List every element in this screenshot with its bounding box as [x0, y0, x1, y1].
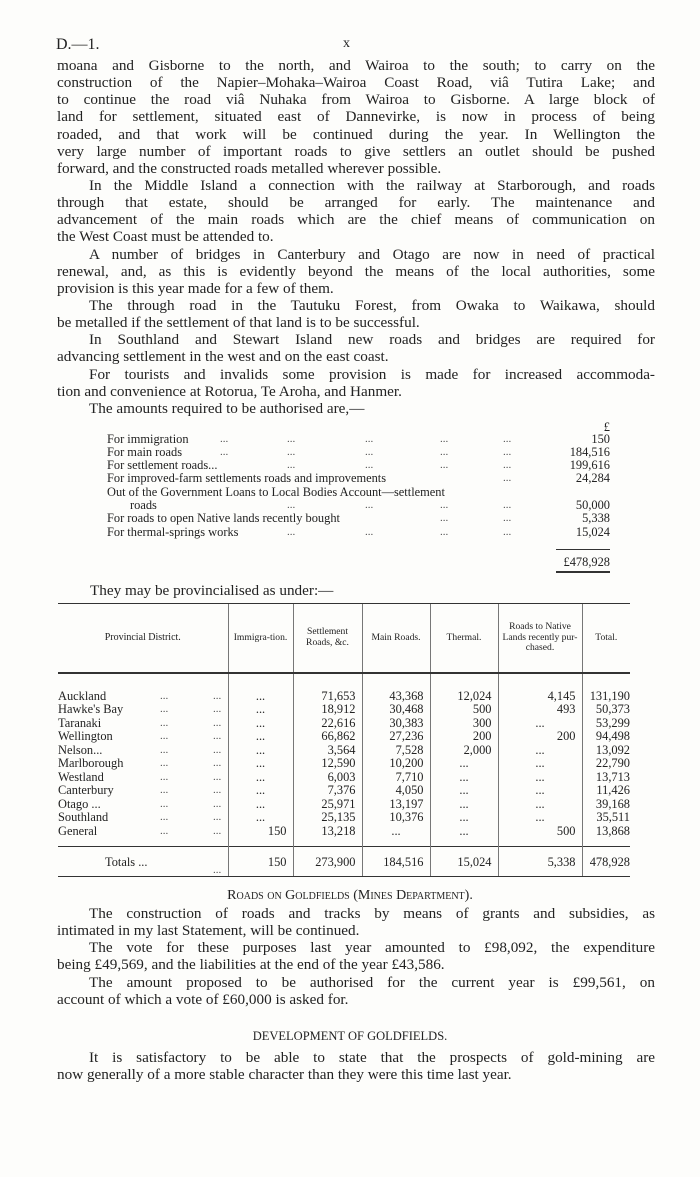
amount-item [107, 433, 610, 446]
settlement-cell: 7,376 [293, 784, 362, 797]
total-cell: 50,373 [582, 703, 630, 716]
settlement-cell: 3,564 [293, 744, 362, 757]
dot-leader: ... [160, 730, 169, 743]
goldfields-roads-text [57, 905, 655, 1008]
development-text [57, 1049, 655, 1083]
amount-label: For thermal-springs works [107, 525, 239, 539]
main-cell: 7,710 [362, 771, 430, 784]
dot-leader: ... [220, 446, 229, 458]
district-cell [58, 673, 228, 703]
dot-leader: ... [365, 446, 374, 458]
thermal-cell: ... [430, 825, 498, 847]
table-row [58, 717, 630, 730]
thermal-cell: 2,000 [430, 744, 498, 757]
page-reference: D.—1. [56, 36, 100, 53]
text-line: account of which a vote of £60,000 is asked for. [57, 990, 349, 1008]
amount-item [107, 486, 610, 499]
total-cell: 131,190 [582, 673, 630, 703]
text-line: The construction of roads and tracks by means of grants and subsidies, as [89, 905, 655, 922]
immigration-cell: ... [228, 784, 293, 797]
dot-leader: ... [503, 446, 512, 458]
native-cell: ... [498, 798, 582, 811]
total-cell: 35,511 [582, 811, 630, 824]
settlement-cell: 6,003 [293, 771, 362, 784]
table-bottom-rule [58, 876, 630, 877]
native-cell: ... [498, 811, 582, 824]
total-cell: 94,498 [582, 730, 630, 743]
district-name: Wellington [58, 729, 113, 744]
district-cell [58, 703, 228, 716]
dot-leader: ... [213, 797, 222, 810]
thermal-cell: ... [430, 798, 498, 811]
amount-item [107, 472, 610, 485]
thermal-cell: 15,024 [430, 846, 498, 877]
total-cell: 22,790 [582, 757, 630, 770]
text-line: through that estate, should be arranged for early. The maintenance and [57, 194, 655, 212]
dot-leader: ... [160, 784, 169, 797]
dot-leader: ... [213, 690, 222, 702]
district-cell [58, 757, 228, 770]
text-line: very large number of important roads to give settlers an outlet should be pushed [57, 142, 655, 160]
dot-leader: ... [287, 526, 296, 538]
native-cell: ... [498, 784, 582, 797]
dot-leader: ... [213, 824, 222, 837]
total-cell: 53,299 [582, 717, 630, 730]
text-line: advancing settlement in the west and on the east coast. [57, 348, 389, 366]
district-cell [58, 730, 228, 743]
total-cell: 478,928 [582, 846, 630, 877]
amount-value: 184,516 [569, 445, 610, 459]
district-cell [58, 784, 228, 797]
text-line: now generally of a more stable character than they were this time last year. [57, 1066, 512, 1084]
column-header: Thermal. [430, 604, 498, 673]
table-row [58, 771, 630, 784]
immigration-cell: ... [228, 744, 293, 757]
immigration-cell: ... [228, 771, 293, 784]
settlement-cell: 18,912 [293, 703, 362, 716]
district-name: Auckland [58, 689, 107, 703]
amount-value: 199,616 [569, 458, 610, 472]
main-cell: 30,383 [362, 717, 430, 730]
text-line: forward, and the constructed roads metalled wherever possible. [57, 159, 442, 177]
immigration-cell: ... [228, 798, 293, 811]
totals-label [58, 846, 228, 877]
amount-item [107, 526, 610, 539]
thermal-cell: 200 [430, 730, 498, 743]
column-header: Immigra-tion. [228, 604, 293, 673]
dot-leader: ... [287, 446, 296, 458]
amount-label: For roads to open Native lands recently bought [107, 511, 340, 525]
table-row [58, 703, 630, 716]
column-header: Total. [582, 604, 630, 673]
column-header: Settlement Roads, &c. [293, 604, 362, 673]
main-cell: 10,200 [362, 757, 430, 770]
dot-leader: ... [160, 757, 169, 770]
amount-total: £478,928 [563, 555, 610, 569]
table-row [58, 744, 630, 757]
district-name: Otago ... [58, 796, 101, 811]
dot-leader: ... [440, 512, 449, 524]
dot-leader: ... [503, 526, 512, 538]
dot-leader: ... [365, 499, 374, 511]
amount-label: For main roads [107, 445, 183, 459]
thermal-cell: ... [430, 811, 498, 824]
district-cell [58, 717, 228, 730]
main-cell: 27,236 [362, 730, 430, 743]
dot-leader: ... [503, 459, 512, 471]
dot-leader: ... [213, 757, 222, 770]
main-cell: ... [362, 825, 430, 847]
amount-value: 24,284 [575, 471, 610, 485]
totals-row [58, 846, 630, 877]
text-line: to continue the road viâ Nuhaka from Wairoa to Gisborne. A large block of [57, 91, 655, 109]
provincialised-intro: They may be provincialised as under:— [90, 582, 334, 599]
dot-leader: ... [287, 459, 296, 471]
district-name: Nelson... [58, 742, 103, 757]
amount-rule [556, 549, 610, 550]
district-name: Westland [58, 769, 104, 784]
text-line: The through road in the Tautuku Forest, from Owaka to Waikawa, should [89, 296, 655, 314]
dot-leader: ... [160, 690, 169, 702]
text-line: renewal, and, as this is evidently beyond the means of the local authorities, some [57, 262, 655, 280]
native-cell: 493 [498, 703, 582, 716]
main-cell: 7,528 [362, 744, 430, 757]
text-line: tion and convenience at Rotorua, Te Aroha, and Hanmer. [57, 382, 402, 400]
text-line: be metalled if the settlement of that land is to be successful. [57, 314, 420, 332]
dot-leader: ... [503, 499, 512, 511]
dot-leader: ... [287, 499, 296, 511]
thermal-cell: 500 [430, 703, 498, 716]
text-line: moana and Gisborne to the north, and Wairoa to the south; to carry on the [57, 57, 655, 74]
dot-leader: ... [160, 770, 169, 783]
goldfields-roads-heading: Roads on Goldfields (Mines Department). [227, 888, 473, 903]
dot-leader: ... [213, 743, 222, 756]
district-cell [58, 771, 228, 784]
table-row [58, 811, 630, 824]
native-cell: 200 [498, 730, 582, 743]
text-line: A number of bridges in Canterbury and Otago are now in need of practical [89, 245, 655, 263]
amount-value: 15,024 [575, 525, 610, 539]
amount-double-rule [556, 571, 610, 573]
text-line: roaded, and that work will be continued during the year. In Wellington the [57, 125, 655, 143]
native-cell: 5,338 [498, 846, 582, 877]
district-name: Taranaki [58, 715, 102, 730]
district-name: Hawke's Bay [58, 702, 124, 717]
text-line: For tourists and invalids some provision is made for increased accommoda- [89, 365, 655, 383]
native-cell: 500 [498, 825, 582, 847]
dot-leader: ... [503, 512, 512, 524]
development-heading: DEVELOPMENT OF GOLDFIELDS. [252, 1029, 448, 1043]
text-line: being £49,569, and the liabilities at the end of the year £43,586. [57, 956, 445, 974]
total-cell: 13,713 [582, 771, 630, 784]
dot-leader: ... [440, 446, 449, 458]
dot-leader: ... [213, 770, 222, 783]
immigration-cell: ... [228, 703, 293, 716]
dot-leader: ... [365, 459, 374, 471]
dot-leader: ... [213, 730, 222, 743]
text-line: In the Middle Island a connection with the railway at Starborough, and roads [89, 176, 655, 194]
text-line: The amount proposed to be authorised for the current year is £99,561, on [89, 973, 655, 991]
dot-leader: ... [220, 433, 229, 445]
native-cell: ... [498, 717, 582, 730]
thermal-cell: ... [430, 784, 498, 797]
native-cell: ... [498, 744, 582, 757]
column-header: Provincial District. [104, 631, 181, 643]
main-cell: 13,197 [362, 798, 430, 811]
total-cell: 39,168 [582, 798, 630, 811]
amount-label: For settlement roads... [107, 458, 218, 472]
immigration-cell: ... [228, 730, 293, 743]
total-cell: 13,092 [582, 744, 630, 757]
table-row [58, 730, 630, 743]
column-header: Main Roads. [362, 604, 430, 673]
amount-label: Out of the Government Loans to Local Bodies Account—settlement [107, 485, 445, 499]
text-line: the West Coast must be attended to. [57, 228, 274, 246]
dot-leader: ... [213, 703, 222, 716]
immigration-cell: 150 [228, 825, 293, 847]
amount-label: roads [130, 498, 157, 512]
text-line: In Southland and Stewart Island new roads and bridges are required for [89, 331, 655, 349]
amount-value: 150 [591, 432, 610, 446]
settlement-cell: 13,218 [293, 825, 362, 847]
dot-leader: ... [440, 459, 449, 471]
settlement-cell: 25,135 [293, 811, 362, 824]
page-number: x [343, 36, 350, 51]
district-name: Marlborough [58, 756, 124, 771]
table-row [58, 784, 630, 797]
dot-leader: ... [213, 863, 222, 876]
text-line: provision is this year made for a few of them. [57, 279, 334, 297]
thermal-cell: 12,024 [430, 673, 498, 703]
table-row [58, 825, 630, 847]
native-cell: ... [498, 757, 582, 770]
text-line: The amounts required to be authorised are,— [89, 399, 365, 417]
dot-leader: ... [440, 526, 449, 538]
amount-label: For improved-farm settlements roads and improvements [107, 471, 387, 485]
total-cell: 11,426 [582, 784, 630, 797]
district-cell [58, 798, 228, 811]
dot-leader: ... [160, 703, 169, 716]
immigration-cell: 150 [228, 846, 293, 877]
table-row [58, 798, 630, 811]
dot-leader: ... [440, 499, 449, 511]
amount-value: 50,000 [575, 498, 610, 512]
dot-leader: ... [160, 797, 169, 810]
dot-leader: ... [365, 526, 374, 538]
settlement-cell: 12,590 [293, 757, 362, 770]
immigration-cell: ... [228, 717, 293, 730]
settlement-cell: 66,862 [293, 730, 362, 743]
text-line: advancement of the main roads which are the chief means of communication on [57, 211, 655, 229]
main-cell: 43,368 [362, 673, 430, 703]
district-name: Southland [58, 810, 109, 825]
settlement-cell: 25,971 [293, 798, 362, 811]
settlement-cell: 22,616 [293, 717, 362, 730]
dot-leader: ... [160, 824, 169, 837]
dot-leader: ... [213, 784, 222, 797]
native-cell: 4,145 [498, 673, 582, 703]
dot-leader: ... [160, 716, 169, 729]
body-text [57, 57, 655, 417]
dot-leader: ... [287, 433, 296, 445]
dot-leader: ... [213, 716, 222, 729]
amount-label: For immigration [107, 432, 189, 446]
native-cell: ... [498, 771, 582, 784]
text-line: construction of the Napier–Mohaka–Wairoa Coast Road, viâ Tutira Lake; and [57, 74, 655, 92]
table-row [58, 757, 630, 770]
thermal-cell: 300 [430, 717, 498, 730]
total-cell: 13,868 [582, 825, 630, 847]
text-line: land for settlement, situated east of Dannevirke, is now in process of being [57, 108, 655, 126]
dot-leader: ... [503, 472, 512, 484]
main-cell: 184,516 [362, 846, 430, 877]
dot-leader: ... [365, 433, 374, 445]
text-line: The vote for these purposes last year amounted to £98,092, the expenditure [89, 939, 655, 957]
district-name: Canterbury [58, 783, 114, 798]
main-cell: 10,376 [362, 811, 430, 824]
currency-symbol: £ [603, 420, 610, 434]
main-cell: 30,468 [362, 703, 430, 716]
thermal-cell: ... [430, 757, 498, 770]
dot-leader: ... [440, 433, 449, 445]
immigration-cell: ... [228, 673, 293, 703]
text-line: intimated in my last Statement, will be continued. [57, 922, 360, 940]
dot-leader: ... [213, 811, 222, 824]
district-cell [58, 825, 228, 847]
totals-label-text: Totals ... [105, 854, 148, 869]
immigration-cell: ... [228, 757, 293, 770]
thermal-cell: ... [430, 771, 498, 784]
text-line: It is satisfactory to be able to state that the prospects of gold-mining are [89, 1049, 655, 1066]
district-cell [58, 811, 228, 824]
amount-value: 5,338 [582, 511, 610, 525]
column-header: Roads to Native Lands recently pur-chased. [498, 604, 582, 673]
dot-leader: ... [160, 811, 169, 824]
settlement-cell: 273,900 [293, 846, 362, 877]
table-row [58, 673, 630, 703]
amount-item [107, 512, 610, 525]
dot-leader: ... [503, 433, 512, 445]
settlement-cell: 71,653 [293, 673, 362, 703]
main-cell: 4,050 [362, 784, 430, 797]
dot-leader: ... [160, 743, 169, 756]
provincial-table [58, 604, 630, 877]
immigration-cell: ... [228, 811, 293, 824]
district-cell [58, 744, 228, 757]
district-name: General [58, 823, 98, 838]
